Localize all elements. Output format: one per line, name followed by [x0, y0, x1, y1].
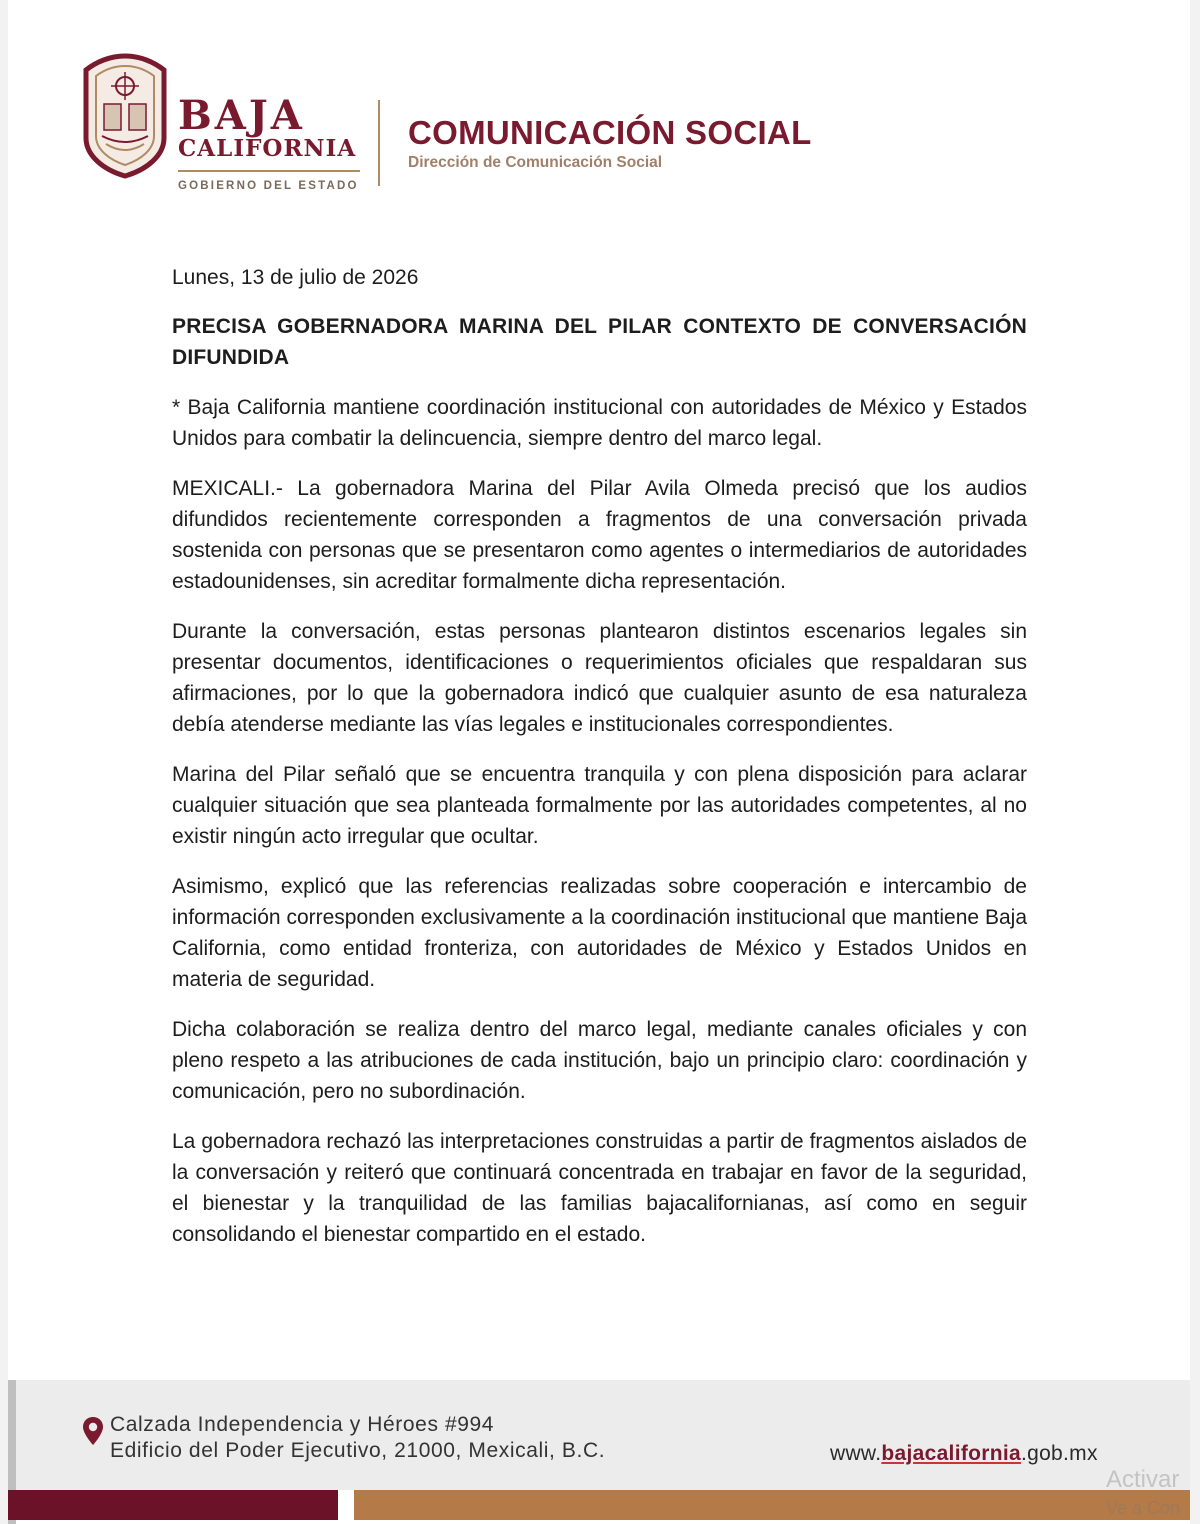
release-headline: PRECISA GOBERNADORA MARINA DEL PILAR CONTEXTO DE CONVERSACIÓN DIFUNDIDA — [172, 315, 1027, 369]
brand-line-gobierno: GOBIERNO DEL ESTADO — [178, 180, 359, 192]
address-line-2: Edificio del Poder Ejecutivo, 21000, Mexicali, B.C. — [110, 1439, 606, 1462]
office-heading — [408, 114, 812, 172]
release-date: Lunes, 13 de julio de 2026 — [172, 266, 419, 289]
press-release-body — [172, 262, 1027, 1269]
address-line-1: Calzada Independencia y Héroes #994 — [110, 1413, 495, 1436]
release-summary-bullet: * Baja California mantiene coordinación institucional con autoridades de México y Estados Unidos para combatir la delincuencia, siempre dentro del marco legal. — [172, 396, 1027, 450]
body-paragraph: Asimismo, explicó que las referencias realizadas sobre cooperación e intercambio de información corresponden exclusivamente a la coordinación institucional que mantiene Baja California, como entidad fronteriza, con autoridades de México y Estados Unidos en materia de seguridad. — [172, 875, 1027, 991]
footer-website-link[interactable] — [830, 1442, 1098, 1466]
office-title: COMUNICACIÓN SOCIAL — [408, 114, 812, 151]
body-paragraph: Marina del Pilar señaló que se encuentra tranquila y con plena disposición para aclarar cualquier situación que sea planteada formalmente por las autoridades competentes, al no existir ningún acto irregular que ocultar. — [172, 763, 1027, 848]
state-coat-of-arms-icon — [80, 52, 170, 180]
body-paragraph: Dicha colaboración se realiza dentro del marco legal, mediante canales oficiales y con pleno respeto a las atribuciones de cada institución, bajo un principio claro: coordinación y comunicación, pero no subordinación. — [172, 1018, 1027, 1103]
website-domain: bajacalifornia — [881, 1442, 1021, 1465]
brand-line-california: CALIFORNIA — [178, 135, 357, 162]
footer-bar-maroon — [8, 1490, 338, 1520]
brand-logotype — [178, 92, 360, 192]
activation-watermark-sub: Ve a Con — [1106, 1498, 1181, 1518]
footer-bar-gold — [354, 1490, 1190, 1520]
body-paragraph: La gobernadora rechazó las interpretaciones construidas a partir de fragmentos aislados de la conversación y reiteró que continuará concentrada en trabajar en favor de la seguridad, el bienestar y la tranquilidad de las familias bajacalifornianas, así como en seguir consolidando el bienestar compartido en el estado. — [172, 1130, 1027, 1246]
body-paragraph: MEXICALI.- La gobernadora Marina del Pilar Avila Olmeda precisó que los audios difundidos recientemente corresponden a fragmentos de una conversación privada sostenida con personas que se presentaron como agentes o intermediarios de autoridades estadounidenses, sin acreditar formalmente dicha representación. — [172, 477, 1027, 593]
website-prefix: www. — [830, 1442, 882, 1465]
body-paragraph: Durante la conversación, estas personas plantearon distintos escenarios legales sin presentar documentos, identificaciones o requerimientos oficiales que respaldaran sus afirmaciones, por lo que la gobernadora indicó que cualquier asunto de esa naturaleza debía atenderse mediante las vías legales e institucionales correspondientes. — [172, 620, 1027, 736]
activation-watermark: Activar — [1106, 1466, 1180, 1493]
website-suffix: .gob.mx — [1020, 1442, 1098, 1465]
brand-line-baja: BAJA — [178, 92, 305, 139]
brand-divider — [178, 170, 360, 172]
footer-address — [110, 1412, 605, 1464]
header-vertical-divider — [378, 100, 380, 186]
press-release-page — [8, 0, 1190, 1524]
office-subtitle: Dirección de Comunicación Social — [408, 154, 663, 171]
location-pin-icon — [82, 1416, 104, 1446]
